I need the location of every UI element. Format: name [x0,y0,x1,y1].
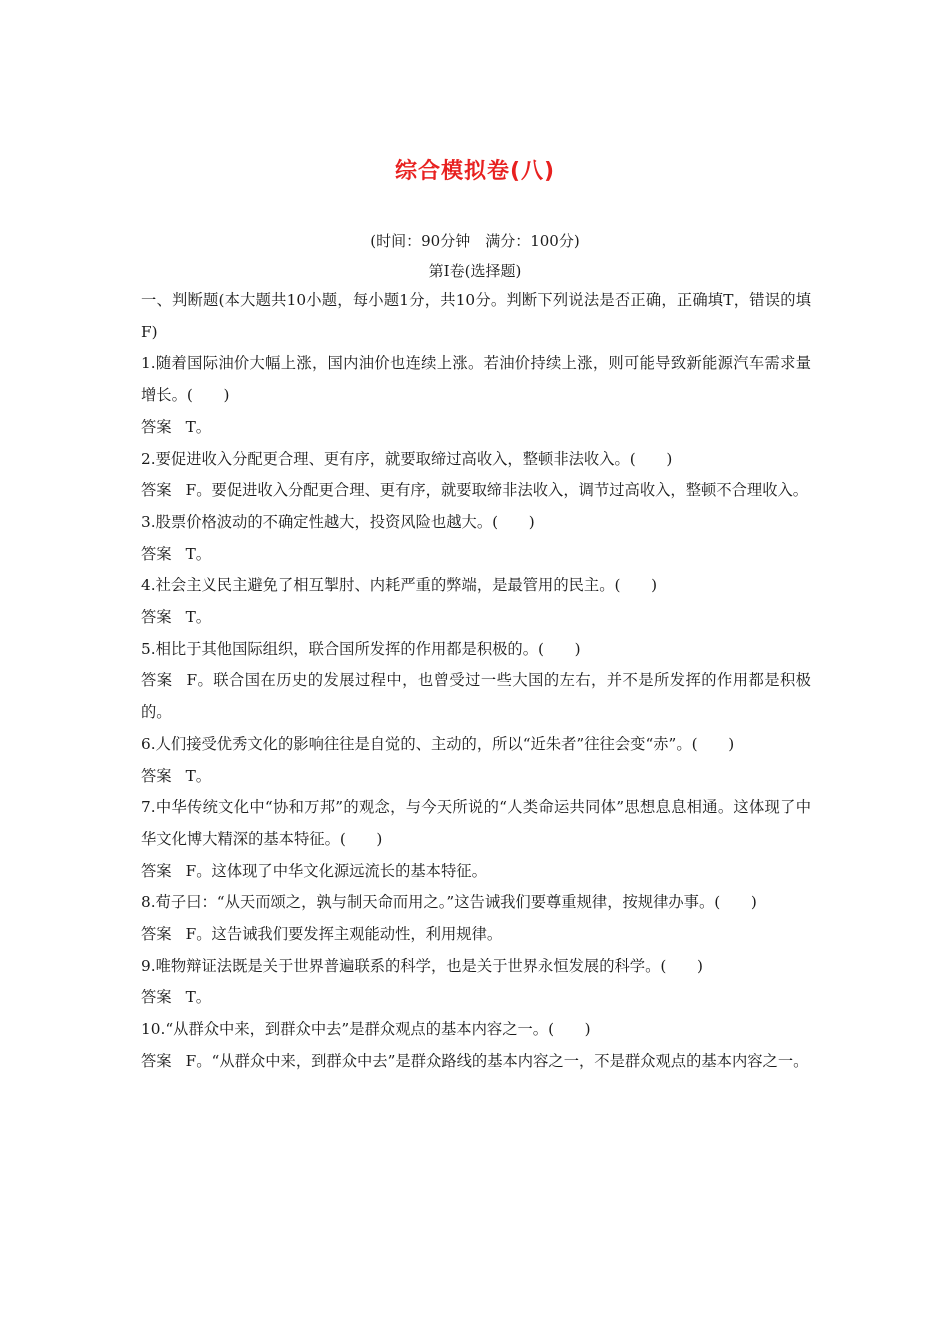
answer-text: T。 [185,544,212,563]
answer-label: 答案 [141,861,172,880]
part-heading: 第Ⅰ卷(选择题) [428,262,522,280]
question-text: 1.随着国际油价大幅上涨，国内油价也连续上涨。若油价持续上涨，则可能导致新能源汽车需求量增长。( ) [141,354,811,405]
answer-text: T。 [185,417,212,436]
question-text: 8.荀子曰：“从天而颂之，孰与制天命而用之。”这告诫我们要尊重规律，按规律办事。( ) [141,893,757,912]
answer-line [141,919,811,951]
question-text: 3.股票价格波动的不确定性越大，投资风险也越大。( ) [141,512,535,531]
answer-label: 答案 [141,417,172,436]
answer-label: 答案 [141,544,172,563]
exam-time-score: (时间：90分钟 满分：100分) [370,232,580,250]
question-text: 5.相比于其他国际组织，联合国所发挥的作用都是积极的。( ) [141,639,581,658]
answer-text: F。要促进收入分配更合理、更有序，就要取缔非法收入，调节过高收入，整顿不合理收入。 [185,481,809,500]
answer-text: T。 [185,608,212,627]
answer-label: 答案 [141,766,172,785]
answer-line [141,412,811,444]
answer-text: F。“从群众中来，到群众中去”是群众路线的基本内容之一，不是群众观点的基本内容之一。 [185,1051,809,1070]
question-text: 10.“从群众中来，到群众中去”是群众观点的基本内容之一。( ) [141,1020,591,1039]
answer-label: 答案 [141,925,172,944]
question-text: 2.要促进收入分配更合理、更有序，就要取缔过高收入，整顿非法收入。( ) [141,449,673,468]
answer-label: 答案 [141,481,172,500]
page-title: 综合模拟卷(八) [394,159,556,184]
answer-text: T。 [185,988,212,1007]
question-text: 6.人们接受优秀文化的影响往往是自觉的、主动的，所以“近朱者”往往会变“赤”。( ) [141,734,735,753]
answer-text: F。这告诫我们要发挥主观能动性，利用规律。 [185,925,503,944]
question-list [141,285,811,1078]
question-text: 7.中华传统文化中“协和万邦”的观念，与今天所说的“人类命运共同体”思想息息相通。这体现了中华文化博大精深的基本特征。( ) [141,798,811,848]
answer-label: 答案 [141,671,173,690]
answer-line [141,982,811,1014]
answer-text: F。联合国在历史的发展过程中，也曾受过一些大国的左右，并不是所发挥的作用都是积极的。 [141,671,811,722]
answer-text: F。这体现了中华文化源远流长的基本特征。 [185,861,487,880]
answer-line [141,475,811,507]
answer-label: 答案 [141,1051,172,1070]
answer-line [141,856,811,888]
answer-line [141,761,811,793]
answer-label: 答案 [141,988,172,1007]
answer-text: T。 [185,766,212,785]
question-text: 9.唯物辩证法既是关于世界普遍联系的科学，也是关于世界永恒发展的科学。( ) [141,956,703,975]
answer-line [141,665,811,728]
answer-line [141,1046,811,1078]
answer-label: 答案 [141,608,172,627]
section-heading: 一、判断题(本大题共10小题，每小题1分，共10分。判断下列说法是否正确，正确填T，错误的填F) [141,291,811,341]
answer-line [141,602,811,634]
answer-line [141,539,811,571]
question-text: 4.社会主义民主避免了相互掣肘、内耗严重的弊端，是最管用的民主。( ) [141,576,658,595]
